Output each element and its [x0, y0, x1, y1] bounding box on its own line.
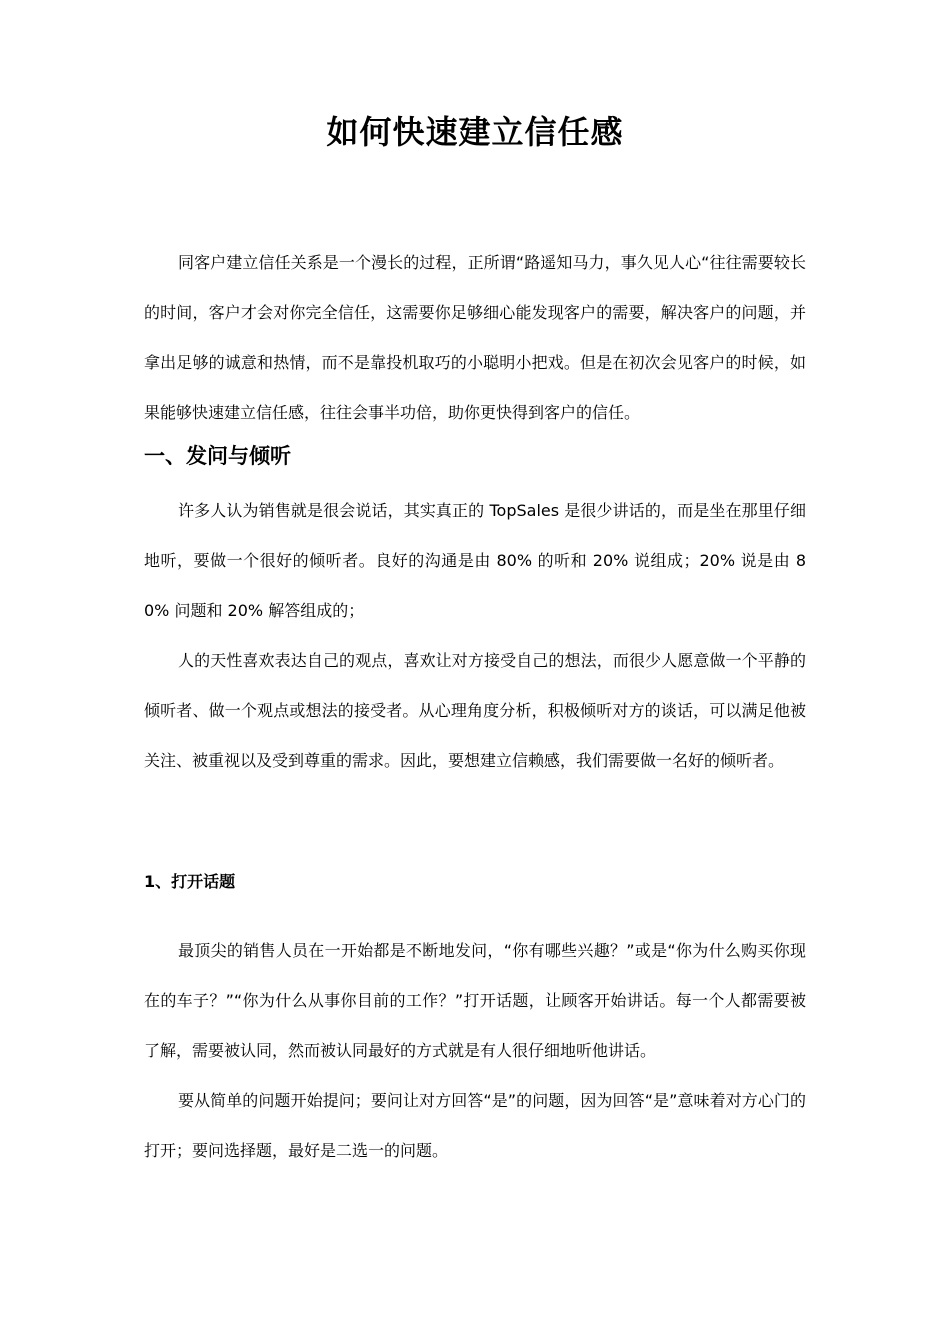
intro-paragraph: 同客户建立信任关系是一个漫长的过程，正所谓“路遥知马力，事久见人心“往往需要较长的时间，客户才会对你完全信任，这需要你足够细心能发现客户的需要，解决客户的问题，并拿出足够的诚意和热情，而不是靠投机取巧的小聪明小把戏。但是在初次会见客户的时候，如果能够快速建立信任感，往往会事半功倍，助你更快得到客户的信任。: [144, 253, 806, 422]
subsection1-paragraph-1: 最顶尖的销售人员在一开始都是不断地发问，“你有哪些兴趣？”或是“你为什么购买你现在的车子？”“你为什么从事你目前的工作？”打开话题，让顾客开始讲话。每一个人都需要被了解，需要被认同，然而被认同最好的方式就是有人很仔细地听他讲话。: [144, 941, 806, 1060]
section1-paragraph-2: 人的天性喜欢表达自己的观点，喜欢让对方接受自己的想法，而很少人愿意做一个平静的倾听者、做一个观点或想法的接受者。从心理角度分析，积极倾听对方的谈话，可以满足他被关注、被重视以及受到尊重的需求。因此，要想建立信赖感，我们需要做一名好的倾听者。: [144, 651, 806, 770]
subsection1-paragraph-2: 要从简单的问题开始提问；要问让对方回答“是”的问题，因为回答“是”意味着对方心门的打开；要问选择题，最好是二选一的问题。: [144, 1091, 806, 1160]
document-title: 如何快速建立信任感: [326, 113, 624, 151]
section1-paragraph-1: 许多人认为销售就是很会说话，其实真正的 TopSales 是很少讲话的，而是坐在那里仔细地听，要做一个很好的倾听者。良好的沟通是由 80% 的听和 20% 说组成；20% 说是由 80% 问题和 20% 解答组成的；: [144, 501, 806, 620]
subsection-heading-open-topic: 1、打开话题: [144, 872, 236, 891]
section-heading-ask-and-listen: 一、发问与倾听: [144, 444, 291, 468]
